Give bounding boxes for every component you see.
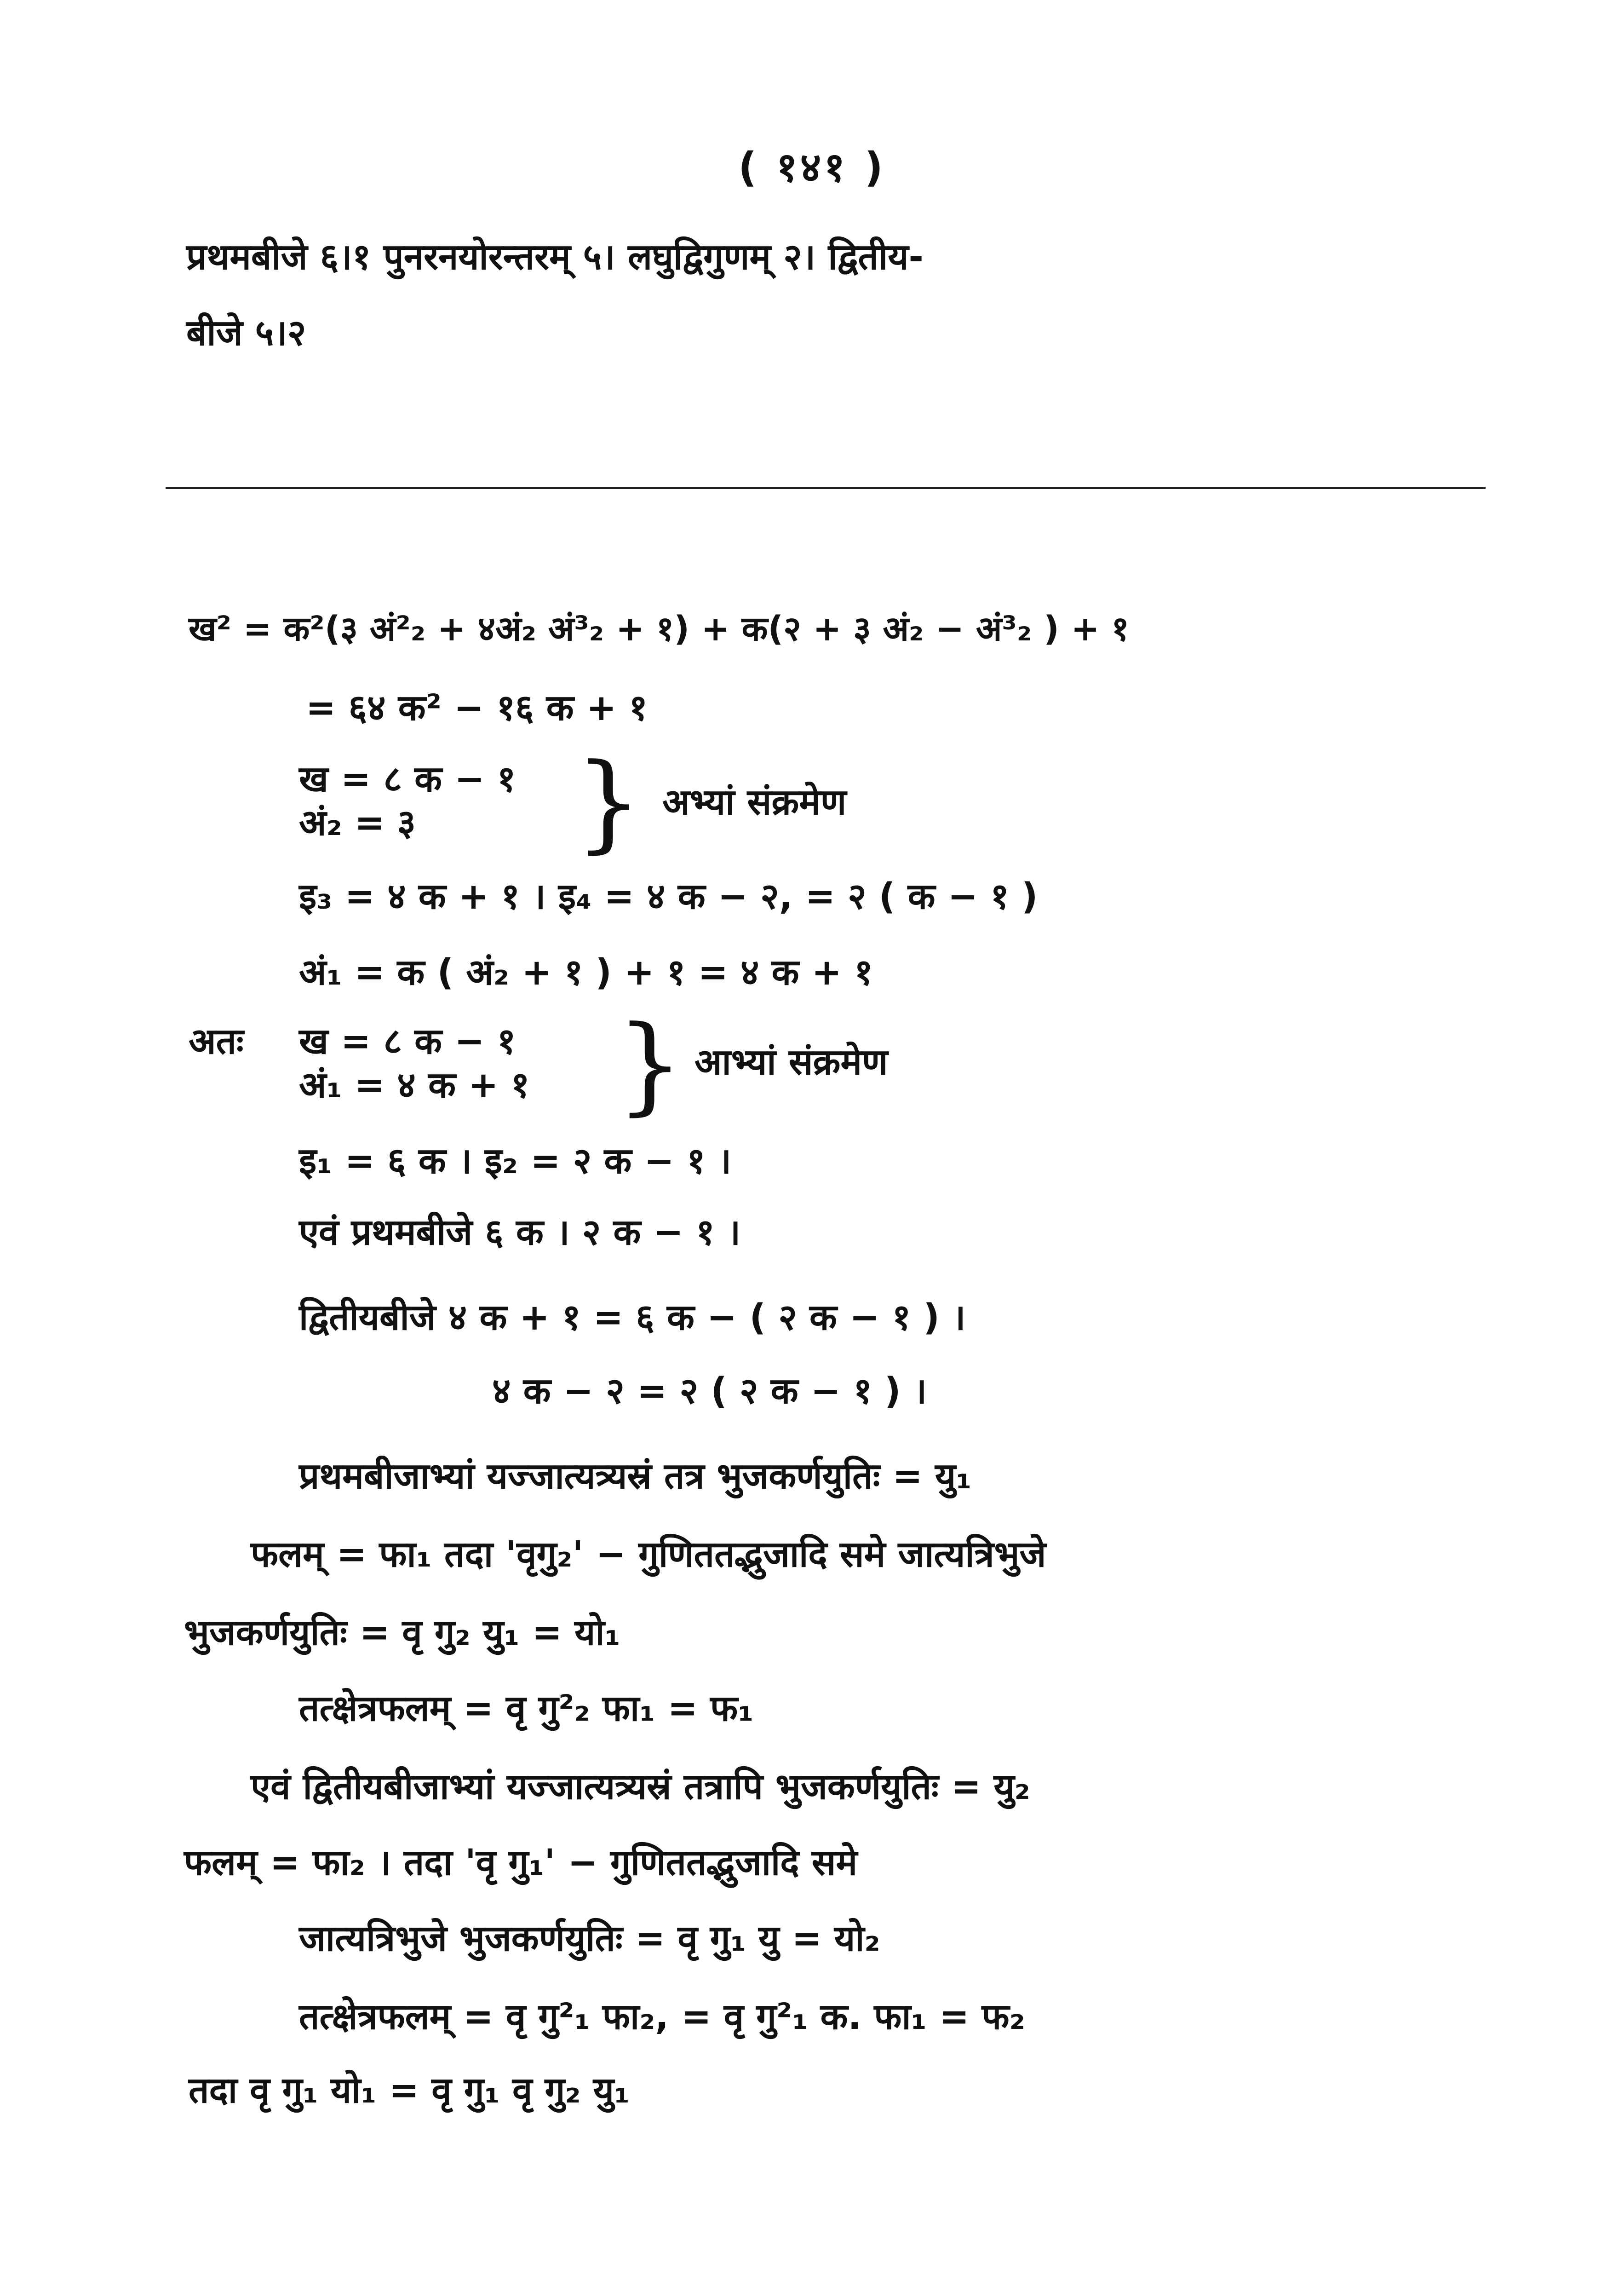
prose-line-6: फलम् = फा₂ । तदा 'वृ गु₁' − गुणिततद्भुजादि समे: [184, 1842, 858, 1884]
horizontal-rule: [166, 487, 1486, 489]
equation-line-4: अं₁ = क ( अं₂ + १ ) + १ = ४ क + १: [299, 952, 873, 993]
prose-line-1: प्रथमबीजाभ्यां यज्जात्यत्र्यस्रं तत्र भुजकर्णयुतिः = यु₁: [299, 1456, 972, 1497]
prose-line-5: एवं द्वितीयबीजाभ्यां यज्जात्यत्र्यस्रं तत्रापि भुजकर्णयुतिः = यु₂: [251, 1766, 1030, 1808]
equation-line-3: इ₃ = ४ क + १ । इ₄ = ४ क − २, = २ ( क − १ ): [299, 876, 1038, 917]
right-brace-a: }: [575, 741, 643, 864]
system-a-row-1: ख = ८ क − १: [299, 759, 516, 800]
prose-line-7: जात्यत्रिभुजे भुजकर्णयुतिः = वृ गु₁ यु = यो₂: [299, 1918, 880, 1959]
equation-line-6: एवं प्रथमबीजे ६ क । २ क − १ ।: [299, 1212, 741, 1253]
equation-line-8: ४ क − २ = २ ( २ क − १ ) ।: [492, 1371, 927, 1412]
system-b-row-1: ख = ८ क − १: [299, 1021, 516, 1062]
text-line-2: बीजे ५।२: [186, 312, 306, 354]
atah-label: अतः: [189, 1021, 244, 1062]
prose-line-3: भुजकर्णयुतिः = वृ गु₂ यु₁ = यो₁: [184, 1612, 620, 1653]
system-b-label: आभ्यां संक्रमेण: [694, 1042, 888, 1083]
prose-line-8: तत्क्षेत्रफलम् = वृ गु²₁ फा₂, = वृ गु²₁ क. फा₁ = फ₂: [299, 1996, 1025, 2038]
prose-line-4: तत्क्षेत्रफलम् = वृ गु²₂ फा₁ = फ₁: [299, 1688, 754, 1729]
page-number: ( १४१ ): [738, 144, 886, 191]
equation-line-2: = ६४ क² − १६ क + १: [306, 687, 648, 729]
prose-line-2: फलम् = फा₁ तदा 'वृगु₂' − गुणिततद्भुजादि समे जात्यत्रिभुजे: [251, 1534, 1046, 1575]
equation-line-1: ख² = क²(३ अं²₂ + ४अं₂ अं³₂ + १) + क(२ + ३ अं₂ − अं³₂ ) + १: [189, 609, 1129, 649]
equation-line-5: इ₁ = ६ क । इ₂ = २ क − १ ।: [299, 1140, 732, 1182]
right-brace-b: }: [616, 1003, 684, 1126]
system-a-row-2: अं₂ = ३: [299, 802, 416, 844]
prose-line-9: तदा वृ गु₁ यो₁ = वृ गु₁ वृ गु₂ यु₁: [189, 2070, 630, 2111]
equation-line-7: द्वितीयबीजे ४ क + १ = ६ क − ( २ क − १ ) ।: [299, 1297, 966, 1338]
system-a-label: अभ्यां संक्रमेण: [662, 782, 847, 823]
text-line-1: प्रथमबीजे ६।१ पुनरनयोरन्तरम् ५। लघुद्विगुणम् २। द्वितीय-: [186, 236, 924, 278]
system-b-row-2: अं₁ = ४ क + १: [299, 1065, 530, 1106]
